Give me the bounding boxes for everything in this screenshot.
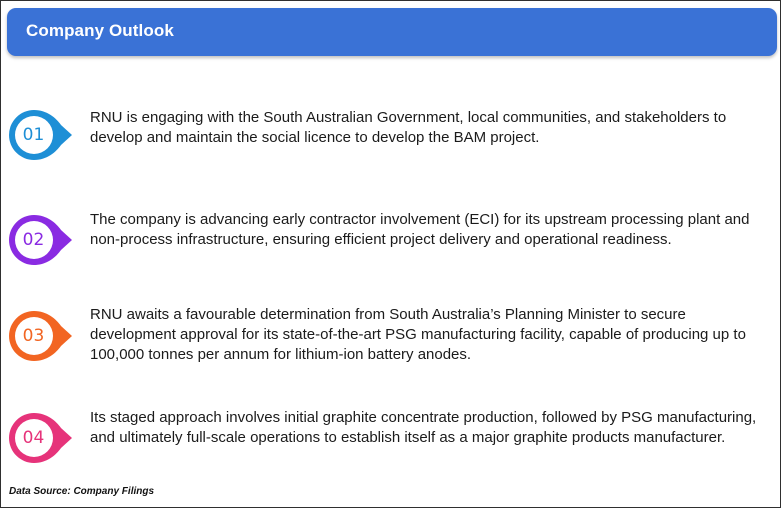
item-text: The company is advancing early contractor involvement (ECI) for its upstream processing plant and non-process infrastructure, ensuring efficient project delivery and operational readiness. <box>90 211 750 248</box>
number-badge-icon <box>8 213 74 267</box>
number-badge-icon <box>8 309 74 363</box>
section-title: Company Outlook <box>26 21 174 40</box>
item-text: RNU is engaging with the South Australian Government, local communities, and stakeholders to develop and maintain the social licence to develop the BAM project. <box>90 109 727 146</box>
item-text: Its staged approach involves initial graphite concentrate production, followed by PSG manufacturing, and ultimately full-scale operations to establish itself as a major graphite products manufacturer. <box>90 409 757 446</box>
section-header <box>7 8 777 56</box>
data-source-note: Data Source: Company Filings <box>9 486 155 497</box>
badge-number: 01 <box>22 125 45 145</box>
badge-number: 03 <box>22 326 45 346</box>
badge-number: 02 <box>22 230 45 250</box>
number-badge-icon <box>8 411 74 465</box>
number-badge-icon <box>8 108 74 162</box>
badge-number: 04 <box>22 428 45 448</box>
item-text: RNU awaits a favourable determination from South Australia’s Planning Minister to secure development approval for its state-of-the-art PSG manufacturing facility, capable of producing up to 100,000 tonnes per annum for lithium-ion battery anodes. <box>90 306 746 363</box>
